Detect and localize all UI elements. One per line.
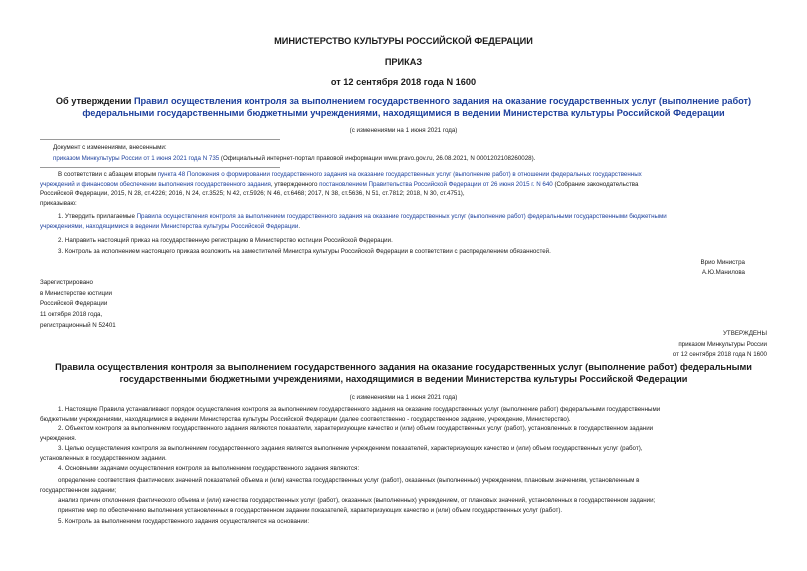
order-item-2: 2. Направить настоящий приказ на государственную регистрацию в Министерство юстиции Российской Федерации. <box>58 237 393 244</box>
amendment-note: (с изменениями на 1 июня 2021 года) <box>349 127 458 134</box>
approved-label: УТВЕРЖДЕНЫ <box>723 330 767 337</box>
changes-intro: Документ с изменениями, внесенными: <box>53 144 167 151</box>
rule-1 <box>40 405 767 424</box>
preamble-line3: Российской Федерации, 2015, N 28, ст.4226; 2016, N 24, ст.3525; N 42, ст.5926; N 46, ст.6468; 2017, N 38, ст.5636, N 51, ст.7812; 2018, N 30, ст.4751), <box>40 190 465 198</box>
registration-line-3: Российской Федерации <box>40 300 108 307</box>
rule-5: 5. Контроль за выполнением государственного задания осуществляется на основании: <box>58 518 310 525</box>
approved-line-3: от 12 сентября 2018 года N 1600 <box>672 351 767 358</box>
preamble-link-3[interactable]: постановлением Правительства Российской Федерации от 26 июня 2015 г. N 640 <box>319 180 553 188</box>
preamble-paragraph <box>40 170 767 208</box>
rule-2-line1: 2. Объектом контроля за выполнением государственного задания являются показатели, характеризующие качество и (или) объем государственных услуг (работ), установленных в государственном задании <box>58 425 654 432</box>
preamble-text: В соответствии с абзацем вторым <box>58 171 158 178</box>
rules-title-line1: Правила осуществления контроля за выполнением государственного задания на оказание государственных услуг (выполнение работ) федеральными <box>55 362 752 372</box>
doc-title-line2[interactable]: федеральными государственными бюджетными учреждениями, находящимися в ведении Министерства культуры Российской Федерации <box>82 108 725 118</box>
changes-link[interactable]: приказом Минкультуры России от 1 июня 2021 года N 735 <box>53 155 220 162</box>
registration-line-4: 11 октября 2018 года, <box>40 311 103 318</box>
item1-text: . <box>298 222 301 230</box>
changes-rest: (Официальный интернет-портал правовой информации www.pravo.gov.ru, 26.08.2021, N 0001202108260028). <box>219 155 536 162</box>
order-item-3: 3. Контроль за исполнением настоящего приказа возложить на заместителей Министра культуры Российской Федерации в соответствии с распределением обязанностей. <box>58 248 551 255</box>
registration-line-2: в Министерстве юстиции <box>40 290 113 297</box>
doc-date-number: от 12 сентября 2018 года N 1600 <box>330 77 477 87</box>
doc-title-line1 <box>0 96 807 106</box>
doc-type-heading: ПРИКАЗ <box>384 57 423 67</box>
doc-title-prefix: Об утверждении <box>55 96 134 106</box>
signature-role: Врио Министра <box>700 259 745 266</box>
rule-1-line1: 1. Настоящие Правила устанавливают порядок осуществления контроля за выполнением государственного задания на оказание государственных услуг (выполнение работ) федеральными государственными <box>58 406 661 413</box>
preamble-link-2[interactable]: учреждений и финансовом обеспечении выполнения государственного задания <box>40 180 271 188</box>
divider <box>40 139 280 140</box>
order-word: приказываю: <box>40 199 77 207</box>
rule-4a-line1: определение соответствия фактических значений показателей объема и (или) качества государственных услуг (работ), оказанных (выполненных) учреждением, плановым значениям, установленным в <box>58 477 640 484</box>
approved-line-2: приказом Минкультуры России <box>678 341 767 348</box>
divider <box>40 167 280 168</box>
rule-3-line2: установленных в государственном задании. <box>40 454 167 462</box>
rule-4a-line2: государственном задании; <box>40 486 117 494</box>
preamble-text: (Собрание законодательства <box>552 180 639 188</box>
rule-2 <box>40 424 767 443</box>
signature-name: А.Ю.Манилова <box>701 269 745 276</box>
preamble-link-1[interactable]: пункта 48 Положения о формировании государственного задания на оказание государственных услуг (выполнение работ) в отношении федеральных государственных <box>157 171 642 178</box>
rule-4: 4. Основными задачами осуществления контроля за выполнением государственного задания являются: <box>58 465 360 472</box>
rules-title-line2: государственными бюджетными учреждениями, находящимися в ведении Министерства культуры Российской Федерации <box>119 374 688 384</box>
order-item-1 <box>40 212 767 231</box>
changes-line <box>53 154 535 163</box>
preamble-text: , утвержденного <box>270 180 320 188</box>
ministry-heading: МИНИСТЕРСТВО КУЛЬТУРЫ РОССИЙСКОЙ ФЕДЕРАЦИИ <box>274 36 533 46</box>
item1-link[interactable]: Правила осуществления контроля за выполнением государственного задания на оказание государственных услуг (выполнение работ) федеральными государственными бюджетными <box>136 213 667 220</box>
registration-line-5: регистрационный N 52401 <box>40 322 116 329</box>
rule-4a <box>40 476 767 495</box>
rule-2-line2: учреждения. <box>40 434 77 442</box>
registration-line-1: Зарегистрировано <box>40 279 93 286</box>
rule-3 <box>40 444 767 463</box>
rule-4b: анализ причин отклонения фактического объема и (или) качества государственных услуг (работ), оказанных (выполненных) учреждением, от плановых значений, установленных в государственном задании; <box>58 497 656 504</box>
item1-link-2[interactable]: учреждениями, находящимися в ведении Министерства культуры Российской Федерации <box>40 222 299 230</box>
rules-amendment-note: (с изменениями на 1 июня 2021 года) <box>349 394 458 401</box>
rule-3-line1: 3. Целью осуществления контроля за выполнением государственного задания является выполнение учреждением показателей, характеризующих качество и (или) объем государственных услуг (работ), <box>58 445 643 452</box>
doc-title-link[interactable]: Правил осуществления контроля за выполнением государственного задания на оказание государственных услуг (выполнение работ) <box>133 96 752 106</box>
rule-4c: принятие мер по обеспечению выполнения установленных в государственном задании показателей, характеризующих качество и (или) объем государственных услуг (работ). <box>58 507 563 514</box>
rule-1-line2: бюджетными учреждениями, находящимися в ведении Министерства культуры Российской Федерации (далее соответственно - государственное задание, учреждение, Министерство). <box>40 415 571 423</box>
item1-text: 1. Утвердить прилагаемые <box>58 213 137 220</box>
